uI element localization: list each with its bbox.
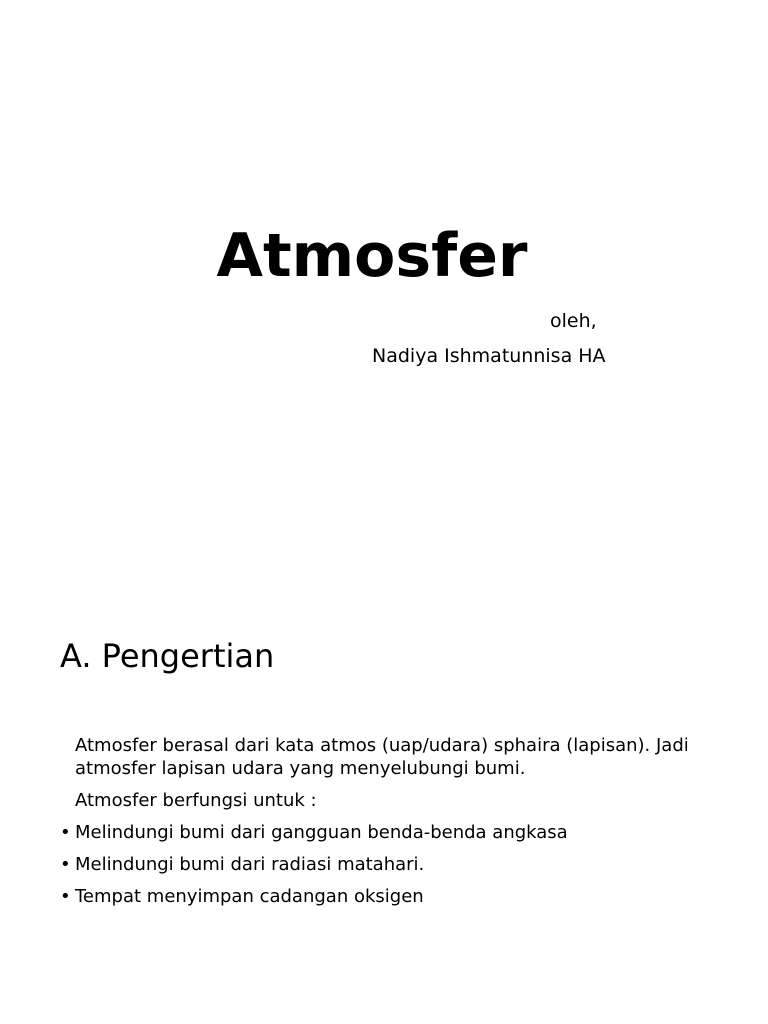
list-item-text: Melindungi bumi dari gangguan benda-benda angkasa [75, 822, 568, 843]
author-name: Nadiya Ishmatunnisa HA [372, 345, 606, 367]
list-item-text: Melindungi bumi dari radiasi matahari. [75, 854, 425, 875]
list-item-text: Tempat menyimpan cadangan oksigen [75, 886, 424, 907]
section-heading: A. Pengertian [60, 637, 275, 675]
function-intro: Atmosfer berfungsi untuk : [75, 790, 317, 811]
list-item [60, 821, 710, 844]
slide-body [60, 734, 710, 917]
bullet-icon: • [60, 822, 71, 843]
list-item [60, 853, 710, 876]
function-list [60, 821, 710, 908]
content-slide [0, 576, 768, 1024]
slide-title: Atmosfer [216, 221, 528, 291]
list-item [60, 885, 710, 908]
bullet-icon: • [60, 854, 71, 875]
bullet-icon: • [60, 886, 71, 907]
byline-oleh: oleh, [550, 310, 597, 332]
definition-paragraph: Atmosfer berasal dari kata atmos (uap/udara) sphaira (lapisan). Jadi atmosfer lapisan udara yang menyelubungi bumi. [75, 735, 689, 779]
